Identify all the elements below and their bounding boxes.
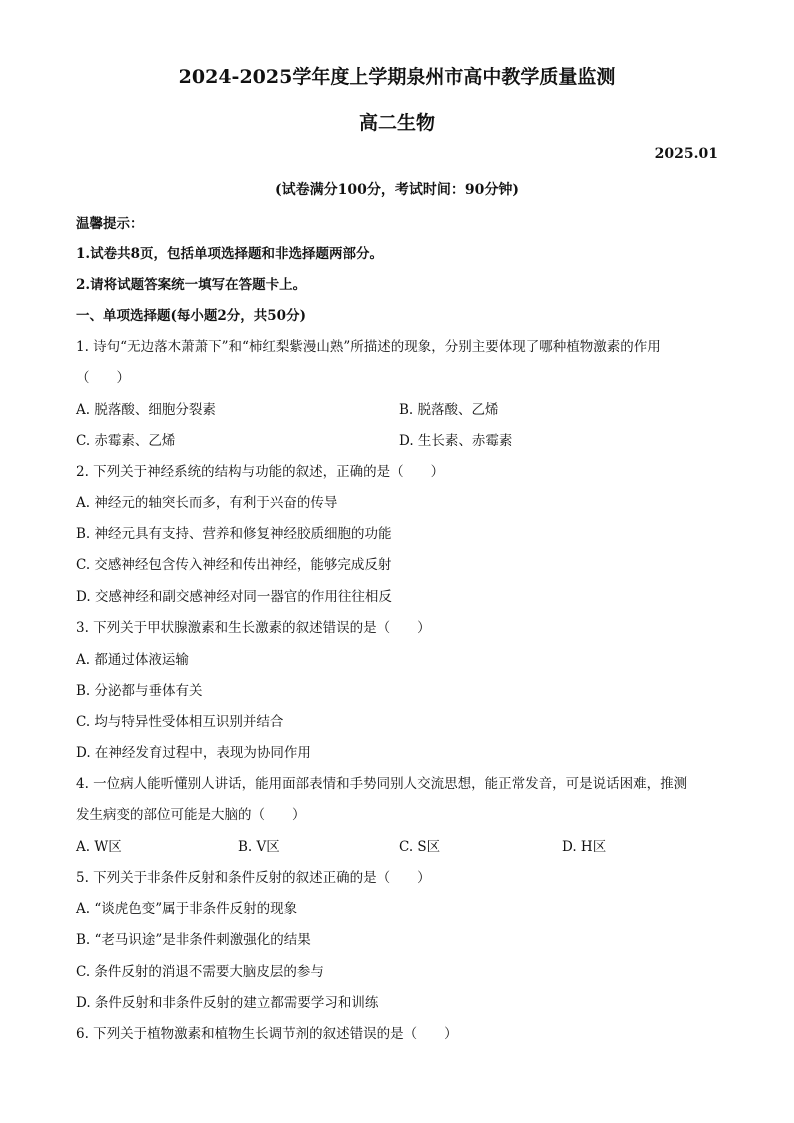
- q4-option-b: B. V区: [238, 839, 280, 855]
- q5-option-a: A. “谈虎色变”属于非条件反射的现象: [76, 901, 298, 917]
- q4-stem-line1: 4. 一位病人能听懂别人讲话，能用面部表情和手势同别人交流思想，能正常发音，可是说话困难，推测: [76, 776, 688, 792]
- exam-date: 2025.01: [654, 146, 718, 162]
- section-heading: 一、单项选择题(每小题2分，共50分): [76, 308, 306, 324]
- q2-option-a: A. 神经元的轴突长而多，有利于兴奋的传导: [76, 495, 338, 511]
- q5-option-d: D. 条件反射和非条件反射的建立都需要学习和训练: [76, 995, 379, 1011]
- q4-stem-line2: 发生病变的部位可能是大脑的（ ）: [76, 807, 306, 823]
- exam-info: (试卷满分100分，考试时间：90分钟): [275, 182, 519, 198]
- q2-option-b: B. 神经元具有支持、营养和修复神经胶质细胞的功能: [76, 526, 392, 542]
- q4-option-a: A. W区: [76, 839, 122, 855]
- q2-stem: 2. 下列关于神经系统的结构与功能的叙述，正确的是（ ）: [76, 464, 445, 480]
- q1-option-a: A. 脱落酸、细胞分裂素: [76, 402, 216, 418]
- q2-option-d: D. 交感神经和副交感神经对同一器官的作用往往相反: [76, 589, 392, 605]
- q4-option-d: D. H区: [562, 839, 607, 855]
- note-item-1: 1.试卷共8页，包括单项选择题和非选择题两部分。: [76, 246, 383, 262]
- q1-stem-line1: 1. 诗句“无边落木萧萧下”和“柿红梨紫漫山熟”所描述的现象，分别主要体现了哪种植物激素的作用: [76, 339, 661, 355]
- q3-option-c: C. 均与特异性受体相互识别并结合: [76, 714, 284, 730]
- q5-option-b: B. “老马识途”是非条件刺激强化的结果: [76, 932, 311, 948]
- q3-option-a: A. 都通过体液运输: [76, 652, 189, 668]
- q3-stem: 3. 下列关于甲状腺激素和生长激素的叙述错误的是（ ）: [76, 620, 431, 636]
- q1-option-b: B. 脱落酸、乙烯: [399, 402, 499, 418]
- q3-option-d: D. 在神经发育过程中，表现为协同作用: [76, 745, 311, 761]
- exam-title: 2024-2025学年度上学期泉州市高中教学质量监测: [178, 66, 616, 88]
- note-item-2: 2.请将试题答案统一填写在答题卡上。: [76, 277, 307, 293]
- exam-subject: 高二生物: [358, 112, 435, 134]
- q3-option-b: B. 分泌都与垂体有关: [76, 683, 203, 699]
- q2-option-c: C. 交感神经包含传入神经和传出神经，能够完成反射: [76, 557, 392, 573]
- q1-stem-line2: （ ）: [76, 370, 130, 386]
- q1-option-c: C. 赤霉素、乙烯: [76, 433, 176, 449]
- q4-option-c: C. S区: [399, 839, 441, 855]
- q5-stem: 5. 下列关于非条件反射和条件反射的叙述正确的是（ ）: [76, 870, 431, 886]
- q1-option-d: D. 生长素、赤霉素: [399, 433, 513, 449]
- q6-stem: 6. 下列关于植物激素和植物生长调节剂的叙述错误的是（ ）: [76, 1026, 458, 1042]
- q5-option-c: C. 条件反射的消退不需要大脑皮层的参与: [76, 964, 324, 980]
- notes-heading: 温馨提示：: [76, 216, 144, 232]
